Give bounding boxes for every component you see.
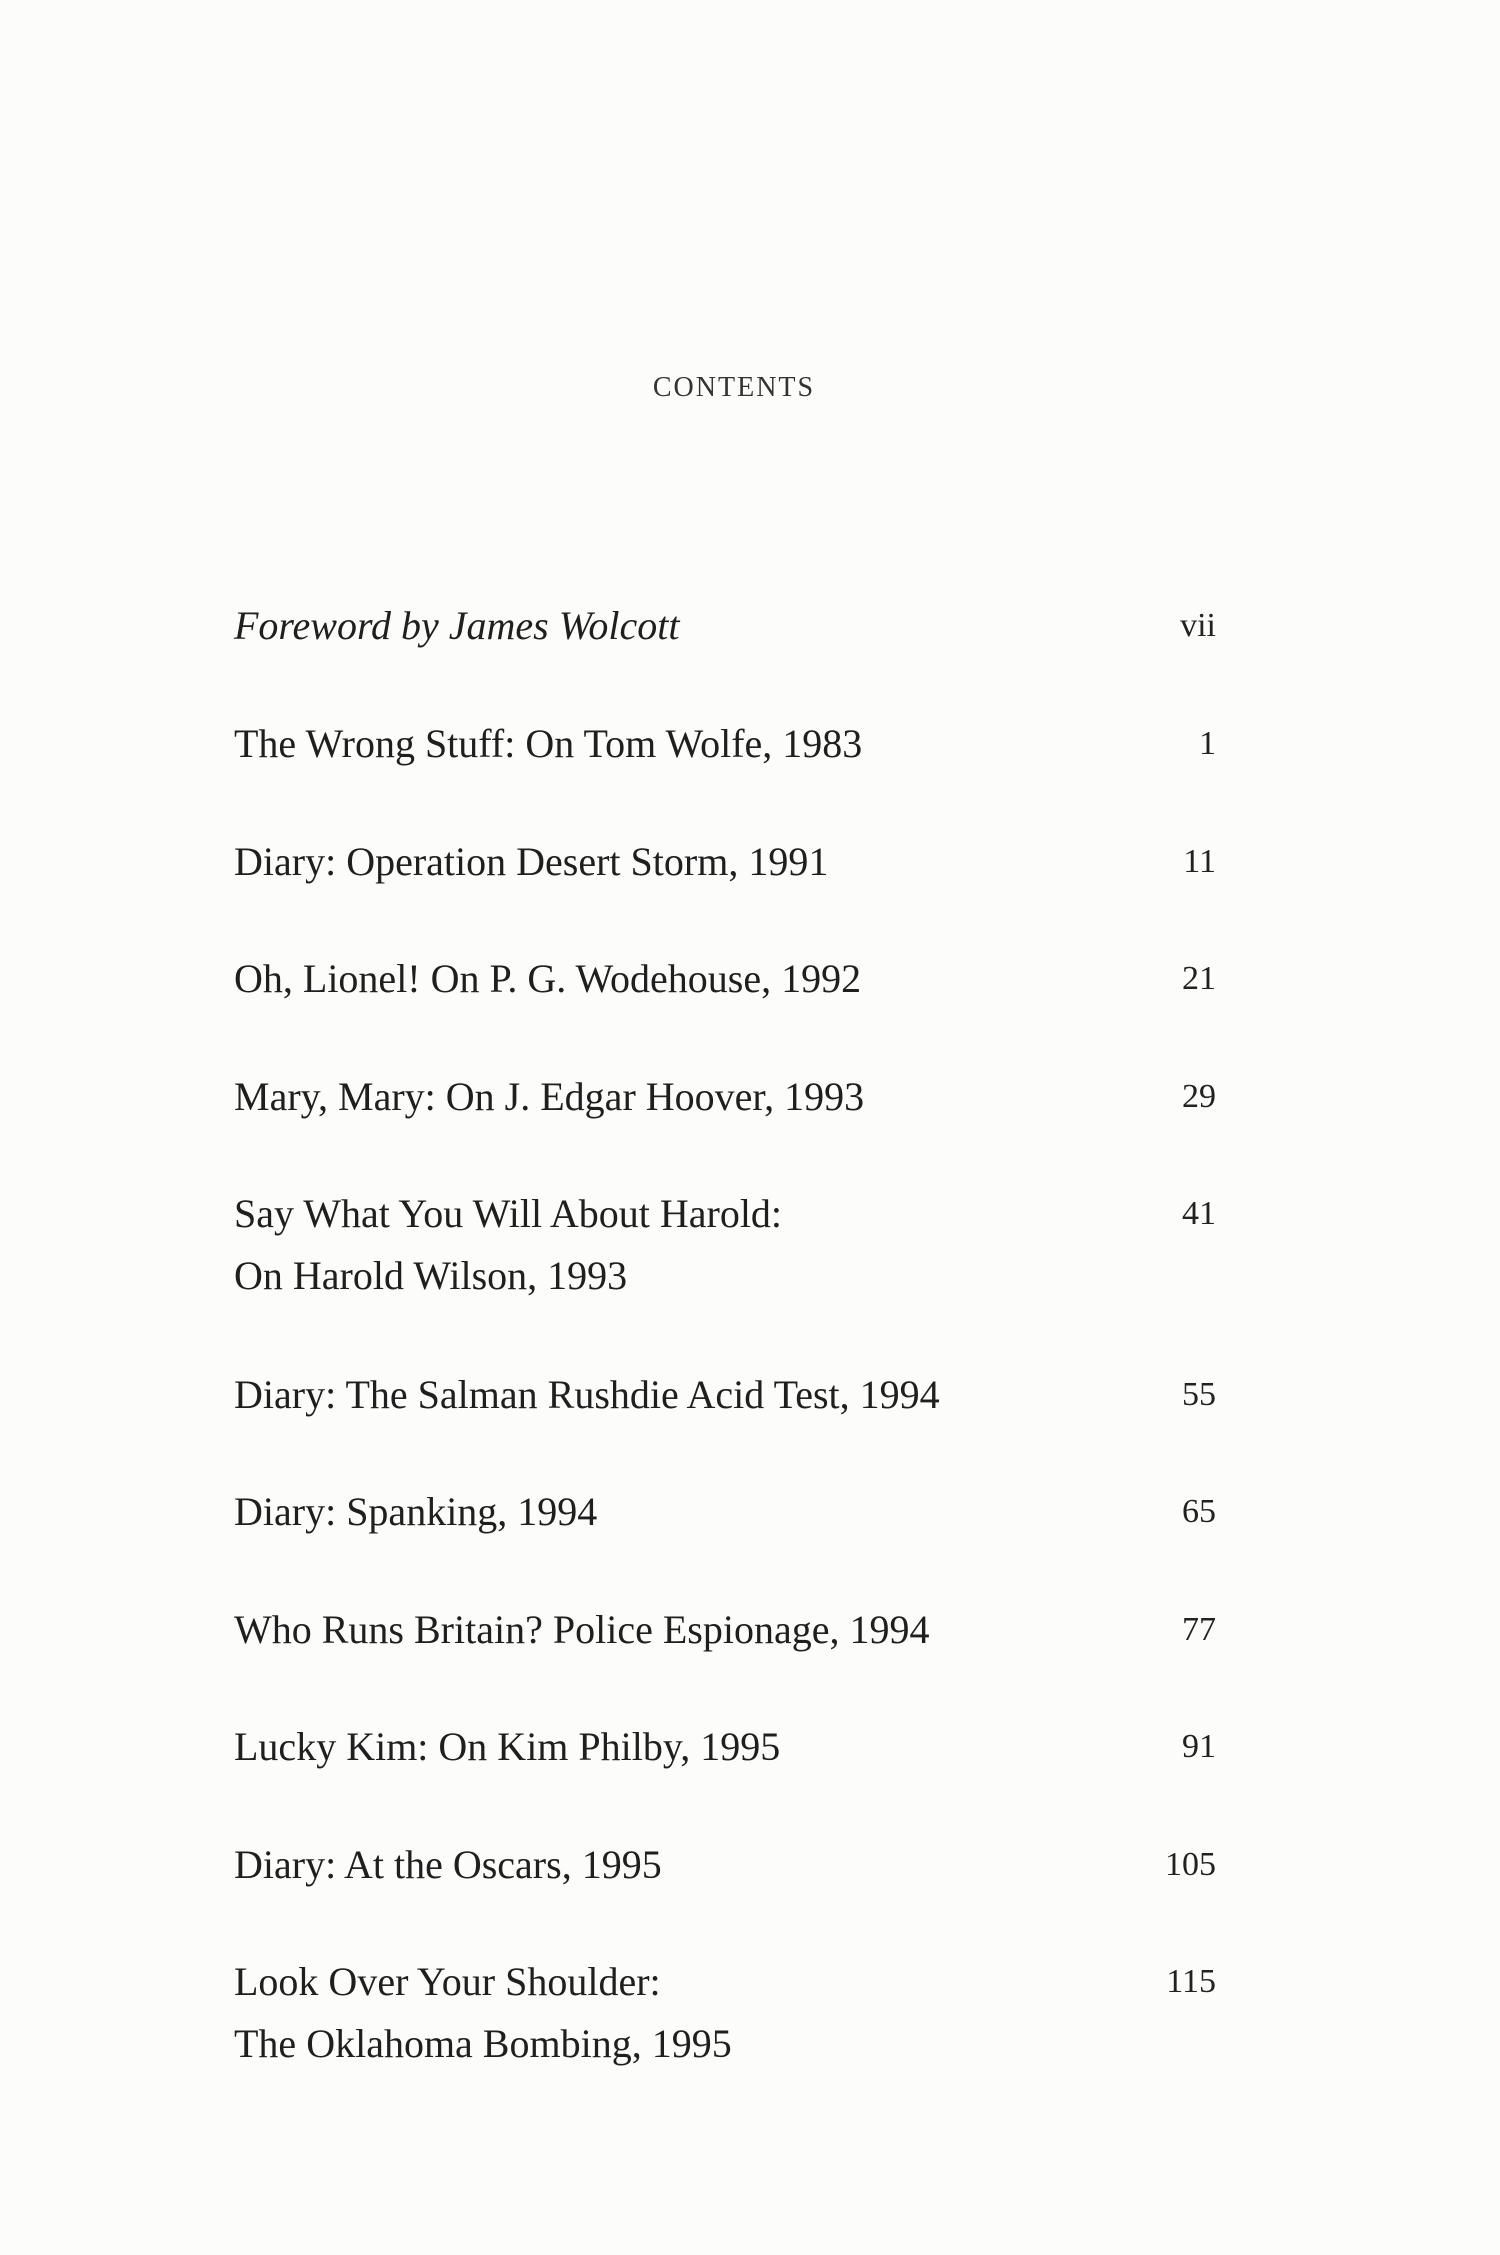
toc-entry-page: 91 bbox=[1182, 1728, 1216, 1765]
toc-entry-page: 77 bbox=[1182, 1611, 1216, 1648]
toc-entry-page: vii bbox=[1180, 607, 1216, 644]
toc-entry-title bbox=[234, 1951, 732, 2075]
toc-entry-page: 105 bbox=[1165, 1846, 1216, 1883]
toc-entry-page: 115 bbox=[1166, 1963, 1216, 2000]
toc-entry-title-line: Say What You Will About Harold: bbox=[234, 1191, 783, 1236]
toc-entry-page: 55 bbox=[1182, 1376, 1216, 1413]
toc-entry-page: 29 bbox=[1182, 1078, 1216, 1115]
toc-entry-title: Diary: Operation Desert Storm, 1991 bbox=[234, 839, 829, 884]
toc-entry-title: Oh, Lionel! On P. G. Wodehouse, 1992 bbox=[234, 956, 862, 1001]
toc-entry-title: Diary: At the Oscars, 1995 bbox=[234, 1842, 662, 1887]
toc-entry-title-line: The Oklahoma Bombing, 1995 bbox=[234, 2021, 732, 2066]
toc-entry-title-line: On Harold Wilson, 1993 bbox=[234, 1253, 628, 1298]
toc-entry-title: Who Runs Britain? Police Espionage, 1994 bbox=[234, 1607, 930, 1652]
toc-entry-title: Lucky Kim: On Kim Philby, 1995 bbox=[234, 1724, 781, 1769]
toc-entry-title bbox=[234, 1183, 782, 1307]
page-heading: CONTENTS bbox=[652, 372, 816, 403]
toc-entry-title: Mary, Mary: On J. Edgar Hoover, 1993 bbox=[234, 1074, 865, 1119]
toc-entry-page: 41 bbox=[1182, 1195, 1216, 1232]
toc-entry-title: Diary: Spanking, 1994 bbox=[234, 1489, 598, 1534]
toc-entry-page: 1 bbox=[1199, 725, 1216, 762]
toc-entry-title: The Wrong Stuff: On Tom Wolfe, 1983 bbox=[234, 721, 863, 766]
toc-entry-page: 21 bbox=[1182, 960, 1216, 997]
toc-entry-title: Foreword by James Wolcott bbox=[234, 603, 680, 648]
toc-entry-page: 65 bbox=[1182, 1493, 1216, 1530]
toc-entry-page: 11 bbox=[1183, 843, 1216, 880]
toc-entry-title: Diary: The Salman Rushdie Acid Test, 1994 bbox=[234, 1372, 940, 1417]
toc-entry-title-line: Look Over Your Shoulder: bbox=[234, 1959, 661, 2004]
